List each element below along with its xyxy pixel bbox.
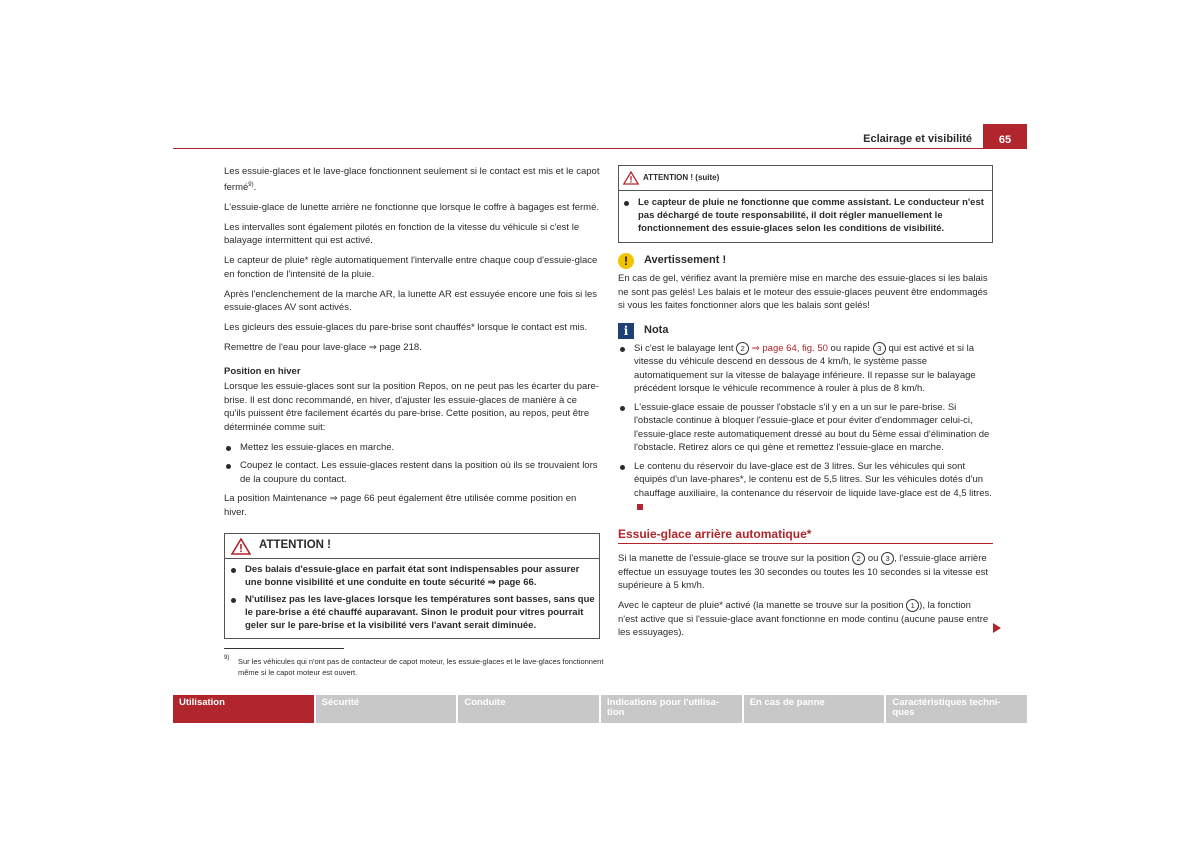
section-title: Essuie-glace arrière automatique* xyxy=(618,526,812,541)
end-marker-icon xyxy=(637,504,643,510)
para-intervals: Les intervalles sont également pilotés en fonction de la vitesse du véhicule si c'est le balayage intermittent qui est activé. xyxy=(224,221,580,247)
position-number: 3 xyxy=(873,342,886,355)
winter-heading: Position en hiver xyxy=(224,365,301,377)
tab-conduite[interactable]: Conduite xyxy=(458,695,599,723)
attention-continued-body xyxy=(619,191,992,242)
tab-utilisation[interactable]: Utilisation xyxy=(173,695,314,723)
para-nozzles: Les gicleurs des essuie-glaces du pare-brise sont chauffés* lorsque le contact est mis. xyxy=(224,322,588,334)
exclamation-icon: ! xyxy=(618,253,634,269)
nota-heading xyxy=(618,323,993,339)
info-icon: i xyxy=(618,323,634,339)
attention-title: ATTENTION ! xyxy=(259,539,331,552)
para-rear-wiper: L'essuie-glace de lunette arrière ne fonctionne que lorsque le coffre à bagages est fermé. xyxy=(224,201,600,213)
nota-bullet: L'essuie-glace essaie de pousser l'obstacle s'il y en a un sur le pare-brise. Si l'obstacle continue à bloquer l'essuie-glace et pour éviter d'endommager celui-ci, l'essuie-glace reste automatiquement dressé au bout du 5ème essai d'élimination de l'obstacle. Retirez alors ce qui gène et remettez l'essuie-glace en marche. xyxy=(618,401,993,455)
attention-bullet: Des balais d'essuie-glace en parfait état sont indispensables pour assurer une bonne visibilité et une conduite en toute sécurité ⇒ page 66. xyxy=(229,563,595,589)
page-reference-link[interactable]: ⇒ page 64, fig. 50 xyxy=(751,342,828,354)
section-para: Si la manette de l'essuie-glace se trouve sur la position 2 ou 3 , l'essuie-glace arrière effectue un essuyage toutes les 30 secondes ou toutes les 10 secondes si la vitesse est supérieure à 5 km/h. xyxy=(618,553,989,592)
position-number: 3 xyxy=(881,552,894,565)
winter-bullet: Mettez les essuie-glaces en marche. xyxy=(224,441,600,455)
attention-bullet: Le capteur de pluie ne fonctionne que comme assistant. Le conducteur n'est pas déchargé de toute responsabilité, il doit régler manuellement le fonctionnement des essuie-glaces selon les conditions de visibilité. xyxy=(622,196,989,235)
tab-en-cas-de-panne[interactable]: En cas de panne xyxy=(744,695,885,723)
attention-body xyxy=(225,559,599,638)
footnote-number: 9) xyxy=(224,655,230,661)
section-rule xyxy=(618,543,993,544)
tab-caracteristiques[interactable]: Caractéristiques techni- ques xyxy=(886,695,1027,723)
footnote-text: Sur les véhicules qui n'ont pas de contacteur de capot moteur, les essuie-glaces et le lave-glaces fonctionnent même si le capot moteur est ouvert. xyxy=(238,657,604,677)
nota-bullet: Le contenu du réservoir du lave-glace est de 3 litres. Sur les véhicules qui sont équipés d'un lave-phares*, le contenu est de 5,5 litres. Sur les véhicules dotés d'un chauffage auxiliaire, la contenance du réservoir de liquide lave-glace est de 4,5 litres. xyxy=(618,460,993,514)
position-number: 1 xyxy=(906,599,919,612)
winter-bullet: Coupez le contact. Les essuie-glaces restent dans la position où ils se trouvaient lors de la coupure du contact. xyxy=(224,459,600,486)
warning-triangle-icon xyxy=(231,538,251,555)
attention-bullet: N'utilisez pas les lave-glaces lorsque les températures sont basses, sans que le pare-brise a été chauffé auparavant. Sinon le produit pour vitres pourrait geler sur le pare-brise et la visibilité vers l'avant serait diminuée. xyxy=(229,593,595,632)
footnote-rule xyxy=(224,648,344,649)
warning-text: En cas de gel, vérifiez avant la première mise en marche des essuie-glaces si les balais ne sont pas gelés! Les balais et le moteur des essuie-glaces peuvent être endommagés si vous les faites fonctionner alors que les balais sont gelés! xyxy=(618,273,988,311)
position-number: 2 xyxy=(852,552,865,565)
nota-title: Nota xyxy=(644,323,669,336)
continue-arrow-icon xyxy=(993,623,1001,633)
nota-bullet: Si c'est le balayage lent 2 ⇒ page 64, fig. 50 ou rapide 3 qui est activé et si la vitesse du véhicule descend en dessous de 4 km/h, le système passe automatiquement sur la vitesse de balayage inférieure. Il repasse sur le balayage précédent lorsque le véhicule recommence à rouler à plus de 8 km/h. xyxy=(618,342,993,396)
attention-continued-header xyxy=(619,166,992,191)
tab-indications[interactable]: Indications pour l'utilisa- tion xyxy=(601,695,742,723)
section-para: Avec le capteur de pluie* activé (la manette se trouve sur la position 1 ), la fonction n'est active que si l'essuie-glace avant fonctionne en mode continu (aucune pause entre les essuyages). xyxy=(618,600,989,639)
position-number: 2 xyxy=(736,342,749,355)
chapter-tabs xyxy=(173,695,1027,723)
warning-heading xyxy=(618,253,993,269)
para-refill: Remettre de l'eau pour lave-glace ⇒ page 218. xyxy=(224,342,422,354)
para-contact: Les essuie-glaces et le lave-glace fonctionnent seulement si le contact est mis et le capot fermé$^{9)}$. xyxy=(224,166,600,193)
footnote xyxy=(224,656,604,678)
para-rain-sensor: Le capteur de pluie* règle automatiquement l'intervalle entre chaque coup d'essuie-glace en fonction de l'intensité de la pluie. xyxy=(224,255,598,280)
footnote-ref: 9) xyxy=(248,181,254,188)
warning-title: Avertissement ! xyxy=(644,254,727,267)
maintenance-para: La position Maintenance ⇒ page 66 peut également être utilisée comme position en hiver. xyxy=(224,493,577,518)
warning-triangle-icon xyxy=(623,171,639,185)
left-column xyxy=(224,165,600,639)
header-rule xyxy=(173,148,1027,149)
right-column xyxy=(618,165,993,646)
tab-securite[interactable]: Sécurité xyxy=(316,695,457,723)
attention-continued-box xyxy=(618,165,993,243)
attention-header xyxy=(225,534,599,559)
attention-continued-title: ATTENTION ! (suite) xyxy=(643,173,720,183)
attention-box xyxy=(224,533,600,639)
winter-para: Lorsque les essuie-glaces sont sur la position Repos, on ne peut pas les écarter du pare-brise. Il est donc recommandé, en hiver, d'ajuster les essuie-glaces de manière à ce qu'ils puissent être facilement écartés du pare-brise. Cette position, au repos, peut être déterminée comme suit: xyxy=(224,381,599,433)
para-reverse: Après l'enclenchement de la marche AR, la lunette AR est essuyée encore une fois si les essuie-glaces AV sont activés. xyxy=(224,288,598,314)
page-number: 65 xyxy=(983,124,1027,149)
page-header-title: Eclairage et visibilité xyxy=(863,133,972,145)
